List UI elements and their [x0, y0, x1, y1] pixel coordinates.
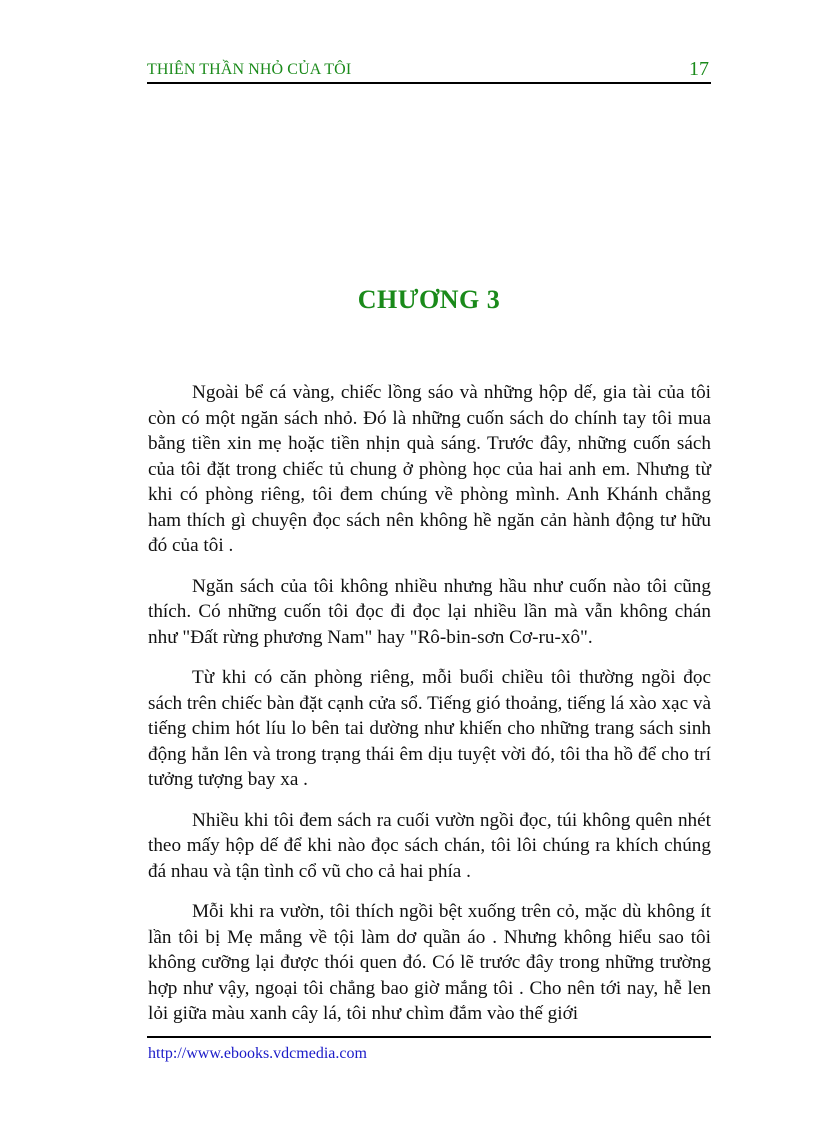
paragraph: Từ khi có căn phòng riêng, mỗi buổi chiều tôi thường ngồi đọc sách trên chiếc bàn đặt cạnh cửa sổ. Tiếng gió thoảng, tiếng lá xào xạc và tiếng chim hót líu lo bên tai dường như khiến cho những trang sách sinh động hẳn lên và trong trạng thái êm dịu tuyệt vời đó, tôi tha hồ để cho trí tưởng tượng bay xa . — [148, 667, 711, 790]
paragraph: Ngoài bể cá vàng, chiếc lồng sáo và những hộp dế, gia tài của tôi còn có một ngăn sách nhỏ. Đó là những cuốn sách do chính tay tôi mua bằng tiền xin mẹ hoặc tiền nhịn quà sáng. Trước đây, những cuốn sách của tôi đặt trong chiếc tủ chung ở phòng học của hai anh em. Nhưng từ khi có phòng riêng, tôi đem chúng về phòng mình. Anh Khánh chẳng ham thích gì chuyện đọc sách nên không hề ngăn cản hành động tư hữu đó của tôi . — [148, 382, 711, 556]
paragraph: Mỗi khi ra vườn, tôi thích ngồi bệt xuống trên cỏ, mặc dù không ít lần tôi bị Mẹ mắng về tội làm dơ quần áo . Nhưng không hiểu sao tôi không cưỡng lại được thói quen đó. Có lẽ trước đây trong những trường hợp như vậy, ngoại tôi chẳng bao giờ mắng tôi . Cho nên tới nay, hễ len lỏi giữa màu xanh cây lá, tôi như chìm đắm vào thế giới — [148, 901, 711, 1024]
paragraph: Ngăn sách của tôi không nhiều nhưng hầu như cuốn nào tôi cũng thích. Có những cuốn tôi đọc đi đọc lại nhiều lần mà vẫn không chán như "Đất rừng phương Nam" hay "Rô-bin-sơn Cơ-ru-xô". — [148, 575, 711, 648]
chapter-title: CHƯƠNG 3 — [357, 285, 501, 314]
paragraph: Nhiều khi tôi đem sách ra cuối vườn ngồi đọc, túi không quên nhét theo mấy hộp dế để khi nào đọc sách chán, tôi lôi chúng ra khích chúng đá nhau và tận tình cổ vũ cho cả hai phía . — [148, 809, 711, 882]
page-number: 17 — [689, 58, 709, 80]
body-text — [148, 380, 711, 1042]
running-title: THIÊN THẦN NHỎ CỦA TÔI — [147, 61, 352, 78]
footer-link[interactable]: http://www.ebooks.vdcmedia.com — [148, 1045, 367, 1062]
footer-divider — [147, 1036, 711, 1038]
page-header — [147, 58, 711, 84]
